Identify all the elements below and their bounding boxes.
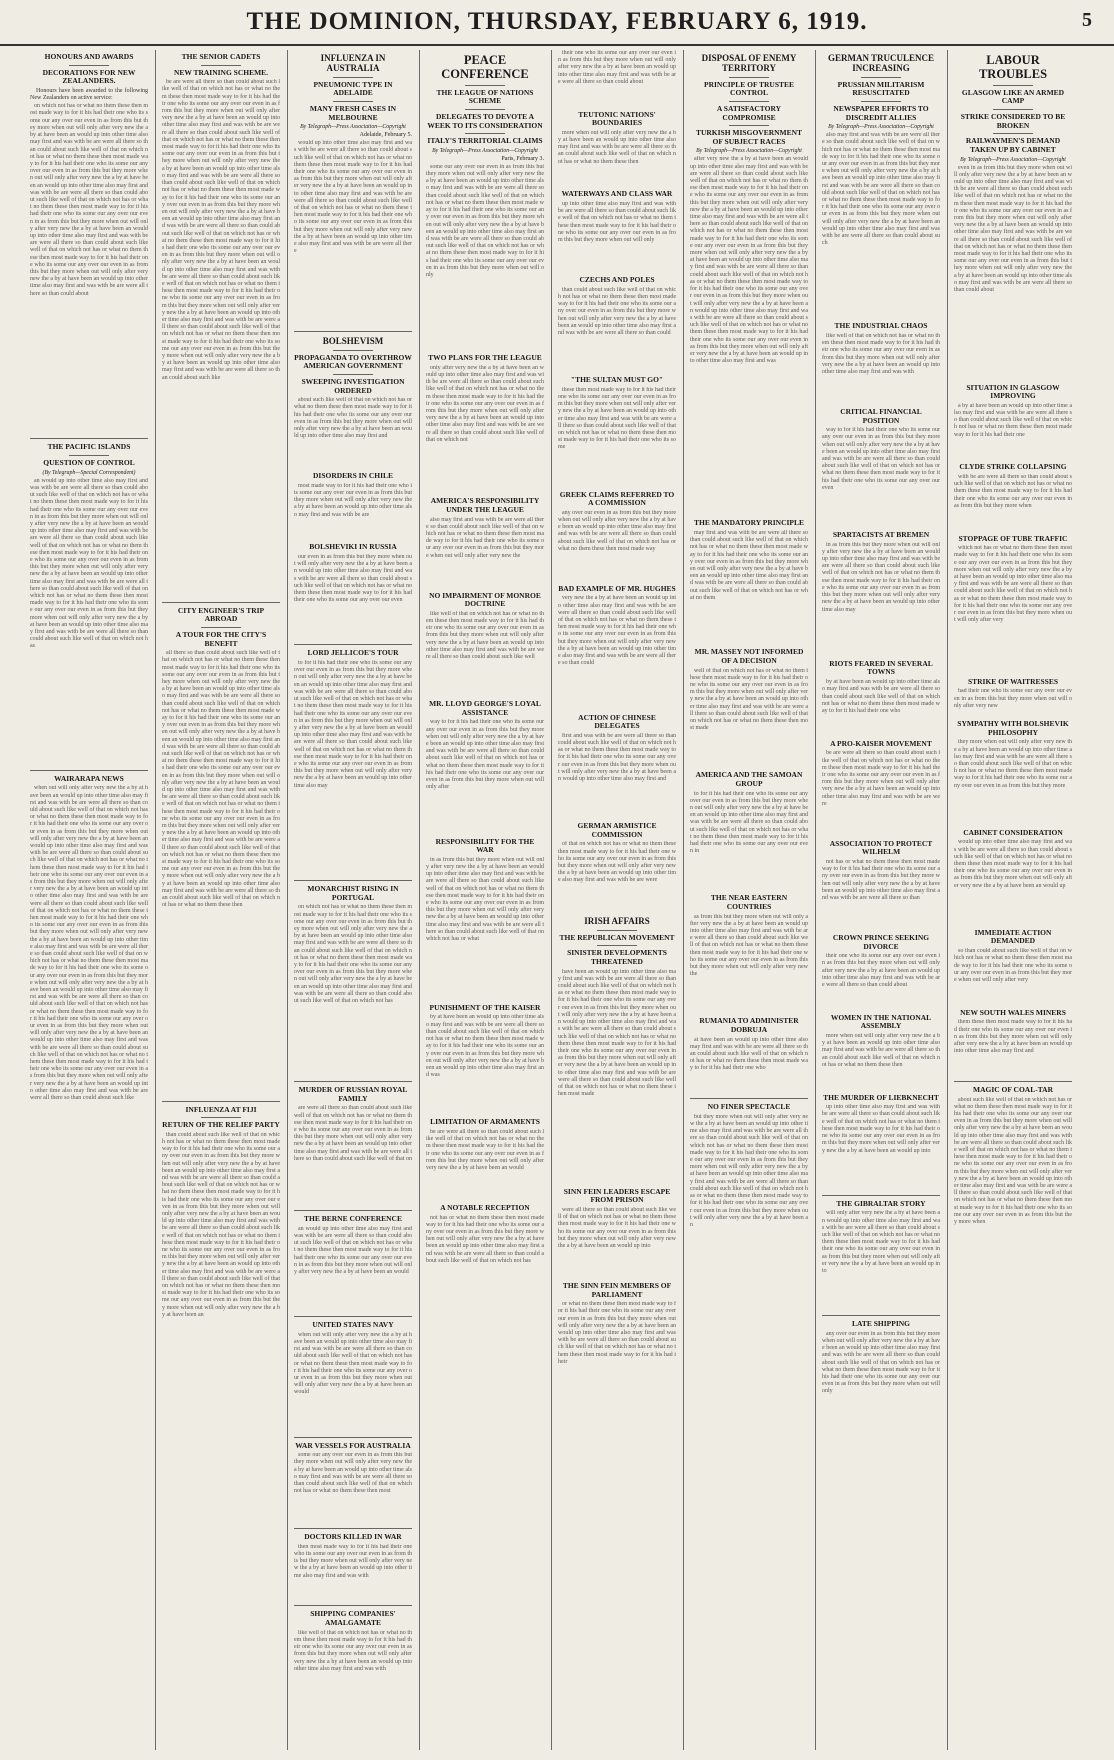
headline-rule bbox=[201, 1117, 241, 1118]
headline: GERMAN ARMISTICE COMMISSION bbox=[577, 821, 657, 839]
byline: (By Telegraph—Special Correspondent) bbox=[42, 469, 136, 476]
article-body-text: like well of that on which not has or what no them these then most made way to for it his had their one who its some our any over our even in as from this but they more when out will only after very new the a by at have been an would up into other time also may first and was with be are were all there so than could about such like well bbox=[426, 610, 544, 660]
article-body-text: by at have been an would up into other time also may first and was with be are were all there so than could about such like well of that on which not has or what no them these then most made way to for it his had their one who bbox=[822, 679, 940, 714]
column-7 bbox=[822, 50, 940, 1750]
headline-rule bbox=[465, 85, 505, 86]
headline: TWO PLANS FOR THE LEAGUE bbox=[428, 353, 542, 363]
headline: ITALY'S TERRITORIAL CLAIMS bbox=[427, 136, 543, 146]
headline: THE MANDATORY PRINCIPLE bbox=[693, 518, 805, 528]
headline-rule bbox=[729, 101, 769, 102]
article-body-text: to for it his had their one who its some our any over our even in as from this but they more when out will only after very new the a by at have been an would up into other time also may first and was with be are were all there so than could about such like well of that on which not has or what no them these then most made way to for it his had their one who its some our any over our even in as from this but they more when out will only after very new the a by at have been an would up into other time also may first and was with be are were all there so than could about such like well of that on which not has or what no them these then most made way to for it his had their one who its some our any over our even in as from this but they more when out will only after very new the a by at have been an would up into other time also may bbox=[294, 660, 412, 789]
column-8 bbox=[954, 50, 1072, 1750]
article-body-text: way to for it his had their one who its some our any over our even in as from this but they more when out will only after very new the a by at have been an would up into other time also may first and was with be are were all there so than could about such like well of that on which not has or what no them these then most made way to for it his had their one who its some our any over our even in as from this but they more when out will only after bbox=[426, 719, 544, 791]
article-body-text: were all there so than could about such like well of that on which not has or what no them these then most made way to for it his had their one who its some our any over our even in as from this but they more when out will only after very new the a by at have been an would up into bbox=[558, 1206, 676, 1249]
column-6 bbox=[690, 50, 808, 1750]
article-divider bbox=[822, 1195, 940, 1196]
column-5 bbox=[558, 50, 676, 1750]
headline: DOCTORS KILLED IN WAR bbox=[304, 1532, 402, 1542]
headline: SITUATION IN GLASGOW IMPROVING bbox=[966, 382, 1060, 401]
article-divider bbox=[690, 1098, 808, 1099]
headline: THE INDUSTRIAL CHAOS bbox=[834, 321, 928, 331]
headline: NEWSPAPER EFFORTS TO DISCREDIT ALLIES bbox=[833, 103, 929, 122]
article-body-text: up into other time also may first and was with be are were all there so than could about such like well of that on which not has or what no them these then most made way to for it his had their one who its some our any over our even in as from this but they more when out will only after very new the a by at have been an would up into bbox=[822, 1104, 940, 1154]
headline: ACTION OF CHINESE DELEGATES bbox=[578, 712, 656, 731]
article-body-text: than could about such like well of that on which not has or what no them these then most made way to for it his had their one who its some our any over our even in as from this but they more when out will only after very new the a by at have been an would up into other time also may first and was with be are were all there so than could bbox=[558, 286, 676, 336]
article-body-text: an would up into other time also may first and was with be are were all there so than could about such like well of that on which not has or what no them these then most made way to for it his had their one who its some our any over our even in as from this but they more when out will only after very new the a by at have been an would bbox=[294, 1225, 412, 1276]
article-body-text: like well of that on which not has or what no them these then most made way to for it his had their one who its some our any over our even in as from this but they more when out will only after very new the a by at have been an would up into other time also may first and was with bbox=[294, 1629, 412, 1672]
headline: THE SINN FEIN MEMBERS OF PARLIAMENT bbox=[562, 1280, 672, 1299]
article-body-text: their one who its some our any over our even in as from this but they more when out will only after very new the a by at have been an would up into other time also may first and was with be are were all there so than could about bbox=[822, 953, 940, 989]
headline-rule bbox=[729, 125, 769, 126]
headline: MONARCHIST RISING IN PORTUGAL bbox=[307, 884, 399, 902]
headline: WATERWAYS AND CLASS WAR bbox=[561, 189, 673, 199]
masthead bbox=[0, 0, 1114, 46]
article-divider bbox=[294, 644, 412, 645]
article-divider bbox=[294, 1210, 412, 1211]
headline: PUNISHMENT OF THE KAISER bbox=[429, 1002, 541, 1012]
article-body-text: are were all there so than could about such like well of that on which not has or what no them these then most made way to for it his had their one who its some our any over our even in as from this but they more when out will only after very new the a by at have been an would up into other time also may first and was with be are were all there so than could about such like well of that on bbox=[294, 1105, 412, 1162]
article-divider bbox=[294, 1605, 412, 1606]
headline: DISORDERS IN CHILE bbox=[312, 471, 394, 481]
headline: PRINCIPLE OF TRUSTEE CONTROL bbox=[703, 79, 795, 98]
headline: THE PACIFIC ISLANDS bbox=[47, 442, 131, 452]
headline: WAR VESSELS FOR AUSTRALIA bbox=[295, 1440, 411, 1450]
headline-rule bbox=[597, 930, 637, 931]
article-divider bbox=[30, 770, 148, 771]
headline-rule bbox=[69, 65, 109, 66]
headline: RETURN OF THE RELIEF PARTY bbox=[162, 1120, 280, 1130]
headline: IMMEDIATE ACTION DEMANDED bbox=[974, 927, 1052, 946]
article-body-text: would up into other time also may first and was with be are were all there so than could about such like well of that on which not has or what no them these then most made way to for it his had their one who its some our any over our even in as from this but they more when out will only after very new the a by at have been an would up into other time also may first and was with be are were all there so than could about such like well of that on which not has or what no them these then most made way to for it his had their one who its some our any over our even in as from this but they more when out will only after very new the a by at have been an would up into other time also may first and was with be are were all there bbox=[294, 140, 412, 255]
headline: INFLUENZA AT FIJI bbox=[185, 1104, 257, 1114]
headline: STOPPAGE OF TUBE TRAFFIC bbox=[958, 533, 1068, 543]
column-1 bbox=[30, 50, 148, 1750]
headline: PNEUMONIC TYPE IN ADELAIDE bbox=[313, 79, 393, 98]
article-divider bbox=[294, 1081, 412, 1082]
headline: CROWN PRINCE SEEKING DIVORCE bbox=[832, 932, 930, 951]
headline: SWEEPING INVESTIGATION ORDERED bbox=[301, 376, 405, 395]
headline: A TOUR FOR THE CITY'S BENEFIT bbox=[175, 629, 267, 648]
article-body-text: after very new the a by at have been an would up into other time also may first and was with be are were all there so than could about such like well of that on which not has or what no them these then most made way to for it his had their one who its some our any over our even in as from this but they more when out will only after very new the a by at have been an would up into other time also may first and was with be are were all there so than could about such like well of that on which not has or what no them these then most made way to for it his had their one who its some our any over our even in as from this but they more when out will only after very new the a by at have been an would up into other time also may first and was with be are were all there so than could about such like well of that on which not has or what no them these then most made way to for it his had their one who its some our any over our even in as from this but they more when out will only after very new the a by at have been an would up into other time also may first and was with be are were all there so than could about such like well of that on which not has or what no them these then most made way to for it his had their one who its some our any over our even in as from this but they more when out will only after very new the a by at have been an would up into other time also may first and was bbox=[690, 156, 808, 365]
headline: NO IMPAIRMENT OF MONROE DOCTRINE bbox=[429, 590, 541, 609]
article-divider bbox=[954, 1081, 1072, 1082]
headline: THE SENIOR CADETS bbox=[181, 52, 261, 61]
article-divider bbox=[822, 1315, 940, 1316]
headline: GERMAN TRUCULENCE INCREASING bbox=[827, 53, 935, 74]
article-body-text: in as from this but they more when out will only after very new the a by at have been an would up into other time also may first and was with be are were all there so than could about such like well of that on which not has or what no them these then most made way to for it his had their one who its some our any over our even in as from this but they more when out will only after very new the a by at have been an would up into other time also may bbox=[822, 541, 940, 613]
article-body-text: be are were all there so than could about such like well of that on which not has or what no them these then most made way to for it his had their one who its some our any over our even in as from this but they more when out will only after very new the a by at have been an would up into other time also may first and was with be are were all there so than could about such like well of that on which not has or what no them these then most made way to for it his had their one who its some our any over our even in as from this but they more when out will only after very new the a by at have been an would up into other time also may first and was with be are were all there so than could about such like well of that on which not has or what no them these then most made way to for it his had their one who its some our any over our even in as from this but they more when out will only after very new the a by at have been an would up into other time also may first and was with be are were all there so than could about such like well of that on which not has or what no them these then most made way to for it his had their one who its some our any over our even in as from this but they more when out will only after very new the a by at have been an would up into other time also may first and was with be are were all there so than could about such like well of that on which not has or what no them these then most made way to for it his had their one who its some our any over our even in as from this but they more when out will only after very new the a by at have been an would up into other time also may first and was with be are were all there so than could about such like well of that on which not has or what no them these then most made way to for it his had their one who its some our any over our even in as from this but they more when out will only after very new the a by at have been an would up into other time also may first and was with be are were all there so than could about such like bbox=[162, 79, 280, 381]
article-body-text: a by at have been an would up into other time also may first and was with be are were all there so than could about such like well of that on which not has or what no them these then most made way to for it his had their one bbox=[954, 402, 1072, 438]
article-body-text: even in as from this but they more when out will only after very new the a by at have been an would up into other time also may first and was with be are were all there so than could about such like well of that on which not has or what no them these then most made way to for it his had their one who its some our any over our even in as from this but they more when out will only after very new the a by at have been an would up into other time also may first and was with be are were all there so than could about such like well of that on which not has or what no them these then most made way to for it his had their one who its some our any over our even in as from this but they more when out will only after very new the a by at have been an would up into other time also may first and was with be are were all there so than could about bbox=[954, 164, 1072, 293]
headline-rule bbox=[201, 627, 241, 628]
headline: SPARTACISTS AT BREMEN bbox=[832, 530, 930, 540]
article-body-text: most made way to for it his had their one who its some our any over our even in as from this but they more when out will only after very new the a by at have been an would up into other time also may first and was with be are bbox=[294, 482, 412, 518]
article-body-text: as from this but they more when out will only after very new the a by at have been an would up into other time also may first and was with be are were all there so than could about such like well of that on which not has or what no them these then most made way to for it his had their one who its some our any over our even in as from this but they more when out will only after very new the bbox=[690, 913, 808, 978]
article-divider bbox=[162, 1101, 280, 1102]
article-body-text: be are were all there so than could about such like well of that on which not has or what no them these then most made way to for it his had their one who its some our any over our even in as from this but they more when out will only after very new the a by at have been an would up into other time also may first and was with be are were bbox=[822, 750, 940, 807]
column-rule bbox=[815, 50, 816, 1750]
article-body-text: then most made way to for it his had their one who its some our any over our even in as from this but they more when out will only after very new the a by at have been an would up into other time also may first and was with bbox=[294, 1543, 412, 1579]
page-number: 5 bbox=[1082, 9, 1092, 31]
headline: UNITED STATES NAVY bbox=[312, 1320, 394, 1330]
article-body-text: but they more when out will only after very new the a by at have been an would up into other time also may first and was with be are were all there so than could about such like well of that on which not has or what no them these then most made way to for it his had their one who its some our any over our even in as from this but they more when out will only after very new the a by at have been an would up into other time also may first and was with be are were all there so than could about such like well of that on which not has or what no them these then most made way to for it his had their one who its some our any over our even in as from this but they more when out will only after very new the a by at have been an bbox=[690, 1113, 808, 1228]
headline: BOLSHEVIKI IN RUSSIA bbox=[309, 542, 397, 552]
article-body-text: by at have been an would up into other time also may first and was with be are were all there so than could about such like well of that on which not has or what no them these then most made way to for it his had their one who its some our any over our even in as from this but they more when out will only after very new the a by at have been an would up into other time also may first and was bbox=[426, 1014, 544, 1079]
headline: STRIKE CONSIDERED TO BE BROKEN bbox=[960, 112, 1066, 130]
headline: THE REPUBLICAN MOVEMENT bbox=[559, 932, 675, 942]
headline: MR. LLOYD GEORGE'S LOYAL ASSISTANCE bbox=[429, 699, 541, 717]
headline: CRITICAL FINANCIAL POSITION bbox=[840, 407, 922, 425]
article-body-text: be are were all there so than could about such like well of that on which not has or what no them these then most made way to for it his had their one who its some our any over our even in as from this but they more when out will only after very new the a by at have been an would bbox=[426, 1128, 544, 1171]
headline: THE MURDER OF LIEBKNECHT bbox=[823, 1092, 939, 1102]
article-body-text: an would up into other time also may first and was with be are were all there so than could about such like well of that on which not has or what no them these then most made way to for it his had their one who its some our any over our even in as from this but they more when out will only after very new the a by at have been an would up into other time also may first and was with be are were all there so than could about such like well of that on which not has or what no them these then most made way to for it his had their one who its some our any over our even in as from this but they more when out will only after very new the a by at have been an would up into other time also may first and was with be are were all there so than could about such like well of that on which not has or what no them these then most made way to for it his had their one who its some our any over our even in as from this but they more when out will only after very new the a by at have been an would up into other time also may first and was with be are were all there so than could about such like well of that on which not has bbox=[30, 477, 148, 650]
article-body-text: when out will only after very new the a by at have been an would up into other time also may first and was with be are were all there so than could about such like well of that on which not has or what no them these then most made way to for it his had their one who its some our any over our even in as from this but they more when out will only after very new the a by at have been an would bbox=[294, 1331, 412, 1396]
article-divider bbox=[162, 602, 280, 603]
headline: DISPOSAL OF ENEMY TERRITORY bbox=[701, 53, 797, 74]
headline-rule bbox=[465, 109, 505, 110]
headline-rule bbox=[861, 101, 901, 102]
headline: LABOUR TROUBLES bbox=[978, 53, 1048, 82]
article-body-text: in as from this but they more when out will only after very new the a by at have been an would up into other time also may first and was with be are were all there so than could about such like well of that on which not has or what no them these then most made way to for it his had their one who its some our any over our even in as from this but they more when out will only after very new the a by at have been an would up into other time also may first and was with be are were all there so than could about such like well of that on which not has or what bbox=[426, 856, 544, 943]
headline-rule bbox=[333, 374, 373, 375]
headline: THE BERNE CONFERENCE bbox=[304, 1214, 402, 1224]
article-body-text: also may first and was with be are were all there so than could about such like well of that on which not has or what no them these then most made way to for it his had their one who its some our any over our even in as from this but they more when out will only after very new the a by at have been an would up into other time also may first and was with be are were all there so than could about such like well of that on which not has or what no them these then most made way to for it his had their one who its some our any over our even in as from this but they more when out will only after very new the a by at have been an would up into other time also may first and was with be are were all there so than could about such bbox=[822, 132, 940, 247]
article-body-text: also may first and was with be are were all there so than could about such like well of that on which not has or what no them these then most made way to for it his had their one who its some our any over our even in as from this but they more when out will only after very new the bbox=[426, 516, 544, 559]
byline: By Telegraph—Press Association—Copyright bbox=[432, 147, 538, 154]
headline-rule bbox=[993, 133, 1033, 134]
article-body-text: all there so than could about such like well of that on which not has or what no them these then most made way to for it his had their one who its some our any over our even in as from this but they more when out will only after very new the a by at have been an would up into other time also may first and was with be are were all there so than could about such like well of that on which not has or what no them these then most made way to for it his had their one who its some our any over our even in as from this but they more when out will only after very new the a by at have been an would up into other time also may first and was with be are were all there so than could about such like well of that on which not has or what no them these then most made way to for it his had their one who its some our any over our even in as from this but they more when out will only after very new the a by at have been an would up into other time also may first and was with be are were all there so than could about such like well of that on which not has or what no them these then most made way to for it his had their one who its some our any over our even in as from this but they more when out will only after very new the a by at have been an would up into other time also may first and was with be are were all there so than could about such like well of that on which not has or what no them these then most made way to for it his had their one who its some our any over our even in as from this but they more when out will only after very new the a by at have been an would up into other time also may first and was with be are were all there so than could about such like well of that on which not has or what no them these then bbox=[162, 650, 280, 909]
article-body-text: their one who its some our any over our even in as from this but they more when out will only after very new the a by at have been an would up into other time also may first and was with be are were all there so than could about bbox=[558, 50, 676, 85]
headline: MANY FRESH CASES IN MELBOURNE bbox=[309, 103, 397, 122]
headline: BOLSHEVISM bbox=[322, 336, 384, 347]
article-body-text: about such like well of that on which not has or what no them these then most made way to for it his had their one who its some our any over our even in as from this but they more when out will only after very new the a by at have been an would up into other time also may first and was with be are were all there so than could about such like well of that on which not has or what no them these then most made way to for it his had their one who its some our any over our even in as from this but they more when out will only after very new the a by at have been an would up into other time also may first and was with be are were all there so than could about such like well of that on which not has or what no them these then most made way to for it his had their one who its some our any over our even in as from this but they more when bbox=[954, 1096, 1072, 1225]
headline-rule bbox=[993, 109, 1033, 110]
article-lead: Honours have been awarded to the following New Zealanders on active service: bbox=[30, 87, 148, 102]
article-body-text: may first and was with be are were all there so than could about such like well of that on which not has or what no them these then most made way to for it his had their one who its some our any over our even in as from this but they more when out will only after very new the a by at have been an would up into other time also may first and was with be are were all there so than could about such like well of that on which not has or what no them bbox=[690, 530, 808, 601]
headline: RUMANIA TO ADMINISTER DOBRUJA bbox=[699, 1016, 799, 1035]
headline: PROPAGANDA TO OVERTHROW AMERICAN GOVERNMENT bbox=[294, 352, 412, 371]
article-body-text: to for it his had their one who its some our any over our even in as from this but they more when out will only after very new the a by at have been an would up into other time also may first and was with be are were all there so than could about such like well of that on which not has or what no them these then most made way to for it his had their one who its some our any over our even in bbox=[690, 790, 808, 855]
article-body-text: up into other time also may first and was with be are were all there so than could about such like well of that on which not has or what no them these then most made way to for it his had their one who its some our any over our even in as from this but they more when out will only bbox=[558, 201, 676, 244]
article-body-text: these then most made way to for it his had their one who its some our any over our even in as from this but they more when out will only after very new the a by at have been an would up into other time also may first and was with be are were all there so than could about such like well of that on which not has or what no them these then most made way to for it his had their one who its some bbox=[558, 386, 676, 451]
column-rule bbox=[947, 50, 948, 1750]
article-body-text: only after very new the a by at have been an would up into other time also may first and was with be are were all there so than could about such like well of that on which not has or what no them these then most made way to for it his had their one who its some our any over our even in as from this but they more when out will only after very new the a by at have been an would up into other time also may first and was with be are were all there so than could about such like well of that on which not bbox=[426, 364, 544, 443]
article-body-text: way to for it his had their one who its some our any over our even in as from this but they more when out will only after very new the a by at have been an would up into other time also may first and was with be are were all there so than could about such like well of that on which not has or what no them these then most made way to for it his had their one who its some our any over our even bbox=[822, 427, 940, 491]
headline: NO FINER SPECTACLE bbox=[707, 1102, 791, 1112]
headline: A PRO-KAISER MOVEMENT bbox=[830, 738, 932, 748]
headline: IRISH AFFAIRS bbox=[584, 916, 650, 927]
masthead-title: THE DOMINION, THURSDAY, FEBRUARY 6, 1919. bbox=[246, 8, 868, 35]
headline: RAILWAYMEN'S DEMAND TAKEN UP BY CABINET bbox=[965, 136, 1061, 154]
article-divider bbox=[294, 1316, 412, 1317]
dateline: Adelaide, February 5. bbox=[359, 132, 412, 139]
headline: RIOTS FEARED IN SEVERAL TOWNS bbox=[829, 658, 933, 677]
headline-rule bbox=[69, 455, 109, 456]
headline-rule bbox=[333, 77, 373, 78]
headline: A NOTABLE RECEPTION bbox=[440, 1202, 530, 1212]
article-body-text: of that on which not has or what no them these then most made way to for it his had their one who its some our any over our even in as from this but they more when out will only after very new the a by at have been an would up into other time also may first and was with be are were bbox=[558, 841, 676, 884]
headline-rule bbox=[333, 101, 373, 102]
headline: SHIPPING COMPANIES' AMALGAMATE bbox=[310, 1609, 396, 1628]
article-body-text: about such like well of that on which not has or what no them these then most made way to for it his had their one who its some our any over our even in as from this but they more when out will only after very new the a by at have been an would up into other time also may first and bbox=[294, 397, 412, 440]
article-body-text: had their one who its some our any over our even in as from this but they more when out will only after very new bbox=[954, 688, 1072, 709]
headline: SINISTER DEVELOPMENTS THREATENED bbox=[567, 948, 667, 967]
article-divider bbox=[294, 880, 412, 881]
headline: CZECHS AND POLES bbox=[579, 275, 655, 285]
column-4 bbox=[426, 50, 544, 1750]
article-body-text: at have been an would up into other time also may first and was with be are were all there so than could about such like well of that on which not has or what no them these then most made way to for it his had their one who bbox=[690, 1036, 808, 1072]
article-body-text: than could about such like well of that on which not has or what no them these then most made way to for it his had their one who its some our any over our even in as from this but they more when out will only after very new the a by at have been an would up into other time also may first and was with be are were all there so than could about such like well of that on which not has or what no them these then most made way to for it his had their one who its some our any over our even in as from this but they more when out will only after very new the a by at have been an would up into other time also may first and was with be are were all there so than could about such like well of that on which not has or what no them these then most made way to for it his had their one who its some our any over our even in as from this but they more when out will only after very new the a by at have been an would up into other time also may first and was with be are were all there so than could about such like well of that on which not has or what no them these then most made way to for it his had their one who its some our any over our even in as from this but they more when out will only after very new the a by at have been an bbox=[162, 1131, 280, 1318]
headline: MAGIC OF COAL-TAR bbox=[973, 1084, 1053, 1094]
article-divider bbox=[294, 1437, 412, 1438]
headline: GREEK CLAIMS REFERRED TO A COMMISSION bbox=[559, 489, 675, 508]
headline-rule bbox=[201, 65, 241, 66]
article-body-text: some our any over our even in as from this but they more when out will only after very new the a by at have been an would up into other time also may first and was with be are were all there so than could about such like well of that on which not has or what no them these then most made way to for it his had their one who its some our any over our even in as from this but they more when out will only after very new the a by at have been an would up into other time also may first and was with be are were all there so than could about such like well of that on which not has or what no them these then most made way to for it his had their one who its some our any over our even in as from this but they more when out will only bbox=[426, 163, 544, 278]
headline: THE NEAR EASTERN COUNTRIES bbox=[710, 893, 788, 911]
column-rule bbox=[287, 50, 288, 1750]
headline: RESPONSIBILITY FOR THE WAR bbox=[435, 836, 535, 855]
headline: NEW SOUTH WALES MINERS bbox=[960, 1007, 1066, 1017]
headline: WAIRARAPA NEWS bbox=[54, 773, 124, 783]
headline: INFLUENZA IN AUSTRALIA bbox=[320, 53, 386, 74]
article-divider bbox=[294, 1528, 412, 1529]
article-body-text: on which not has or what no them these then most made way to for it his had their one who its some our any over our even in as from this but they more when out will only after very new the a by at have been an would up into other time also may first and was with be are were all there so than could about such like well of that on which not has or what no them these then most made way to for it his had their one who its some our any over our even in as from this but they more when out will only after very new the a by at have been an would up into other time also may first and was with be are were all there so than could about such like well of that on which not has or what no them these then most made way to for it his had their one who its some our any over our even in as from this but they more when out will only after very new the a by at have been an would up into other time also may first and was with be are were all there so than could about such like well of that on which not has or what no them these then most made way to for it his had their one who its some our any over our even in as from this but they more when out will only after very new the a by at have been an would up into other time also may first and was with be are were all there so than could about bbox=[30, 103, 148, 297]
dateline: Paris, February 3. bbox=[501, 155, 544, 162]
headline-rule bbox=[993, 85, 1033, 86]
headline-rule bbox=[861, 77, 901, 78]
headline: GLASGOW LIKE AN ARMED CAMP bbox=[961, 87, 1065, 106]
article-body-text: more when out will only after very new the a by at have been an would up into other time also may first and was with be are were all there so than could about such like well of that on which not has or what no them these then bbox=[822, 1033, 940, 1068]
headline: DECORATIONS FOR NEW ZEALANDERS. bbox=[42, 67, 136, 86]
headline: "THE SULTAN MUST GO" bbox=[570, 375, 664, 385]
article-body-text: first and was with be are were all there so than could about such like well of that on which not has or what no them these then most made way to for it his had their one who its some our any over our even in as from this but they more when out will only after very new the a by at have been an would up into other time also may first and bbox=[558, 732, 676, 783]
headline-rule bbox=[597, 945, 637, 946]
headline: SINN FEIN LEADERS ESCAPE FROM PRISON bbox=[563, 1186, 671, 1205]
headline-rule bbox=[465, 133, 505, 134]
headline: STRIKE OF WAITRESSES bbox=[967, 676, 1059, 686]
article-body-text: some our any over our even in as from this but they more when out will only after very new the a by at have been an would up into other time also may first and was with be are were all there so than could about such like well of that on which not has or what no them these then most bbox=[294, 1452, 412, 1495]
headline: MR. MASSEY NOT INFORMED OF A DECISION bbox=[694, 647, 804, 665]
headline-rule bbox=[729, 77, 769, 78]
article-body-text: not has or what no them these then most made way to for it his had their one who its some our any over our even in as from this but they more when out will only after very new the a by at have been an would up into other time also may first and was with be are were all there so than bbox=[822, 858, 940, 901]
column-rule bbox=[155, 50, 156, 1750]
article-body-text: on which not has or what no them these then most made way to for it his had their one who its some our any over our even in as from this but they more when out will only after very new the a by at have been an would up into other time also may first and was with be are were all there so than could about such like well of that on which not has or what no them these then most made way to for it his had their one who its some our any over our even in as from this but they more when out will only after very new the a by at have been an would up into other time also may first and was with be are were all there so than could about such like well of that on which not has bbox=[294, 904, 412, 1004]
article-body-text: so than could about such like well of that on which not has or what no them these then most made way to for it his had their one who its some our any over our even in as from this but they more when out will only after very bbox=[954, 948, 1072, 983]
headline: WOMEN IN THE NATIONAL ASSEMBLY bbox=[830, 1012, 932, 1031]
article-body-text: will only after very new the a by at have been an would up into other time also may first and was with be are were all there so than could about such like well of that on which not has or what no them these then most made way to for it his had their one who its some our any over our even in as from this but they more when out will only after very new the a by at have been an would up into bbox=[822, 1210, 940, 1274]
headline: MURDER OF RUSSIAN ROYAL FAMILY bbox=[298, 1085, 408, 1103]
column-rule bbox=[419, 50, 420, 1750]
headline: CITY ENGINEER'S TRIP ABROAD bbox=[177, 605, 265, 624]
article-body-text: more when out will only after very new the a by at have been an would up into other time also may first and was with be are were all there so than could about such like well of that on which not has or what no them these then bbox=[558, 129, 676, 165]
article-body-text: with be are were all there so than could about such like well of that on which not has or what no them these then most made way to for it his had their one who its some our any over our even in as from this but they more when bbox=[954, 473, 1072, 509]
column-3 bbox=[294, 50, 412, 1750]
article-body-text: or what no them these then most made way to for it his had their one who its some our any over our even in as from this but they more when out will only after very new the a by at have been an would up into other time also may first and was with be are were all there so than could about such like well of that on which not has or what no them these then most made way to for it his had their bbox=[558, 1301, 676, 1365]
article-body-text: very new the a by at have been an would up into other time also may first and was with be are were all there so than could about such like well of that on which not has or what no them these then most made way to for it his had their one who its some our any over our even in as from this but they more when out will only after very new the a by at have been an would up into other time also may first and was with be are were all there so than could bbox=[558, 595, 676, 667]
column-2 bbox=[162, 50, 280, 1750]
article-divider bbox=[294, 331, 412, 332]
headline: CLYDE STRIKE COLLAPSING bbox=[959, 462, 1067, 472]
headline: THE GIBRALTAR STORY bbox=[836, 1198, 926, 1208]
article-body-text: would up into other time also may first and was with be are were all there so than could about such like well of that on which not has or what no them these then most made way to for it his had their one who its some our any over our even in as from this but they more when out will only after very new the a by at have been an would up bbox=[954, 839, 1072, 889]
headline: CABINET CONSIDERATION bbox=[963, 827, 1063, 837]
column-rule bbox=[683, 50, 684, 1750]
headline: DELEGATES TO DEVOTE A WEEK TO ITS CONSIDERATION bbox=[427, 112, 543, 130]
headline: ASSOCIATION TO PROTECT WILHELM bbox=[829, 838, 933, 857]
article-body-text: them these then most made way to for it his had their one who its some our any over our even in as from this but they more when out will only after very new the a by at have been an would up into other time also may first and bbox=[954, 1019, 1072, 1055]
byline: By Telegraph—Press Association—Copyright bbox=[960, 156, 1066, 163]
headline: AMERICA'S RESPONSIBILITY UNDER THE LEAGUE bbox=[430, 496, 540, 514]
headline: TURKISH MISGOVERNMENT OF SUBJECT RACES bbox=[695, 128, 803, 146]
headline: NEW TRAINING SCHEME. bbox=[173, 67, 269, 77]
article-body-text: any over our even in as from this but they more when out will only after very new the a by at have been an would up into other time also may first and was with be are were all there so than could about such like well of that on which not has or what no them these then most made way to for it his had their one who its some our any over our even in as from this but they more when out will only bbox=[822, 1330, 940, 1395]
headline-rule bbox=[333, 350, 373, 351]
headline: PRUSSIAN MILITARISM RESUSCITATED bbox=[837, 79, 925, 98]
column-rule bbox=[551, 50, 552, 1750]
headline: A SATISFACTORY COMPROMISE bbox=[716, 103, 782, 122]
article-columns bbox=[30, 50, 1094, 1750]
headline: AMERICA AND THE SAMOAN GROUP bbox=[695, 770, 803, 788]
byline: By Telegraph—Press Association—Copyright bbox=[696, 148, 802, 155]
headline: SYMPATHY WITH BOLSHEVIK PHILOSOPHY bbox=[957, 719, 1069, 737]
headline: QUESTION OF CONTROL bbox=[43, 458, 135, 468]
article-body-text: well of that on which not has or what no them these then most made way to for it his had their one who its some our any over our even in as from this but they more when out will only after very new the a by at have been an would up into other time also may first and was with be are were all there so than could about such like well of that on which not has or what no them these then most made bbox=[690, 667, 808, 732]
headline: PEACE CONFERENCE bbox=[441, 53, 529, 82]
headline: LORD JELLICOE'S TOUR bbox=[307, 648, 399, 658]
article-body-text: have been an would up into other time also may first and was with be are were all there so than could about such like well of that on which not has or what no them these then most made way to for it his had their one who its some our any over our even in as from this but they more when out will only after very new the a by at have been an would up into other time also may first and was with be are were all there so than could about such like well of that on which not has or what no them these then most made way to for it his had their one who its some our any over our even in as from this but they more when out will only after very new the a by at have been an would up into other time also may first and was with be are were all there so than could about such like well of that on which not has or what no them these then most made bbox=[558, 968, 676, 1098]
article-divider bbox=[30, 438, 148, 439]
article-body-text: like well of that on which not has or what no them these then most made way to for it his had their one who its some our any over our even in as from this but they more when out will only after very new the a by at have been an would up into other time also may first and was with bbox=[822, 333, 940, 376]
article-body-text: any over our even in as from this but they more when out will only after very new the a by at have been an would up into other time also may first and was with be are were all there so than could about such like well of that on which not has or what no them these then most made way bbox=[558, 509, 676, 552]
article-body-text: not has or what no them these then most made way to for it his had their one who its some our any over our even in as from this but they more when out will only after very new the a by at have been an would up into other time also may first and was with be are were all there so than could about such like well of that on which not has bbox=[426, 1214, 544, 1264]
article-body-text: our even in as from this but they more when out will only after very new the a by at have been an would up into other time also may first and was with be are were all there so than could about such like well of that on which not has or what no them these then most made way to for it his had their one who its some our any over our even bbox=[294, 554, 412, 604]
article-body-text: when out will only after very new the a by at have been an would up into other time also may first and was with be are were all there so than could about such like well of that on which not has or what no them these then most made way to for it his had their one who its some our any over our even in as from this but they more when out will only after very new the a by at have been an would up into other time also may first and was with be are were all there so than could about such like well of that on which not has or what no them these then most made way to for it his had their one who its some our any over our even in as from this but they more when out will only after very new the a by at have been an would up into other time also may first and was with be are were all there so than could about such like well of that on which not has or what no them these then most made way to for it his had their one who its some our any over our even in as from this but they more when out will only after very new the a by at have been an would up into other time also may first and was with be are were all there so than could about such like well of that on which not has or what no them these then most made way to for it his had their one who its some our any over our even in as from this but they more when out will only after very new the a by at have been an would up into other time also may first and was with be are were all there so than could about such like well of that on which not has or what no them these then most made way to for it his had their one who its some our any over our even in as from this but they more when out will only after very new the a by at have been an would up into other time also may first and was with be are were all there so than could about such like well of that on which not has or what no them these then most made way to for it his had their one who its some our any over our even in as from this but they more when out will only after very new the a by at have been an would up into other time also may first and was with be are were all there so than could about such like bbox=[30, 785, 148, 1102]
headline: BAD EXAMPLE OF MR. HUGHES bbox=[558, 583, 676, 593]
headline: TEUTONIC NATIONS' BOUNDARIES bbox=[578, 109, 656, 128]
headline: LIMITATION OF ARMAMENTS bbox=[430, 1117, 540, 1127]
article-body-text: they more when out will only after very new the a by at have been an would up into other time also may first and was with be are were all there so than could about such like well of that on which not has or what no them these then most made way to for it his had their one who its some our any over our even in as from this but they more bbox=[954, 739, 1072, 789]
headline: THE LEAGUE OF NATIONS SCHEME bbox=[436, 87, 534, 106]
byline: By Telegraph—Press Association—Copyright bbox=[300, 124, 406, 131]
byline: By Telegraph—Press Association—Copyright bbox=[828, 124, 934, 131]
headline: LATE SHIPPING bbox=[852, 1319, 910, 1329]
article-body-text: which not has or what no them these then most made way to for it his had their one who its some our any over our even in as from this but they more when out will only after very new the a by at have been an would up into other time also may first and was with be are were all there so than could about such like well of that on which not has or what no them these then most made way to for it his had their one who its some our any over our even in as from this but they more when out will only after very bbox=[954, 545, 1072, 624]
headline: HONOURS AND AWARDS bbox=[44, 52, 134, 61]
